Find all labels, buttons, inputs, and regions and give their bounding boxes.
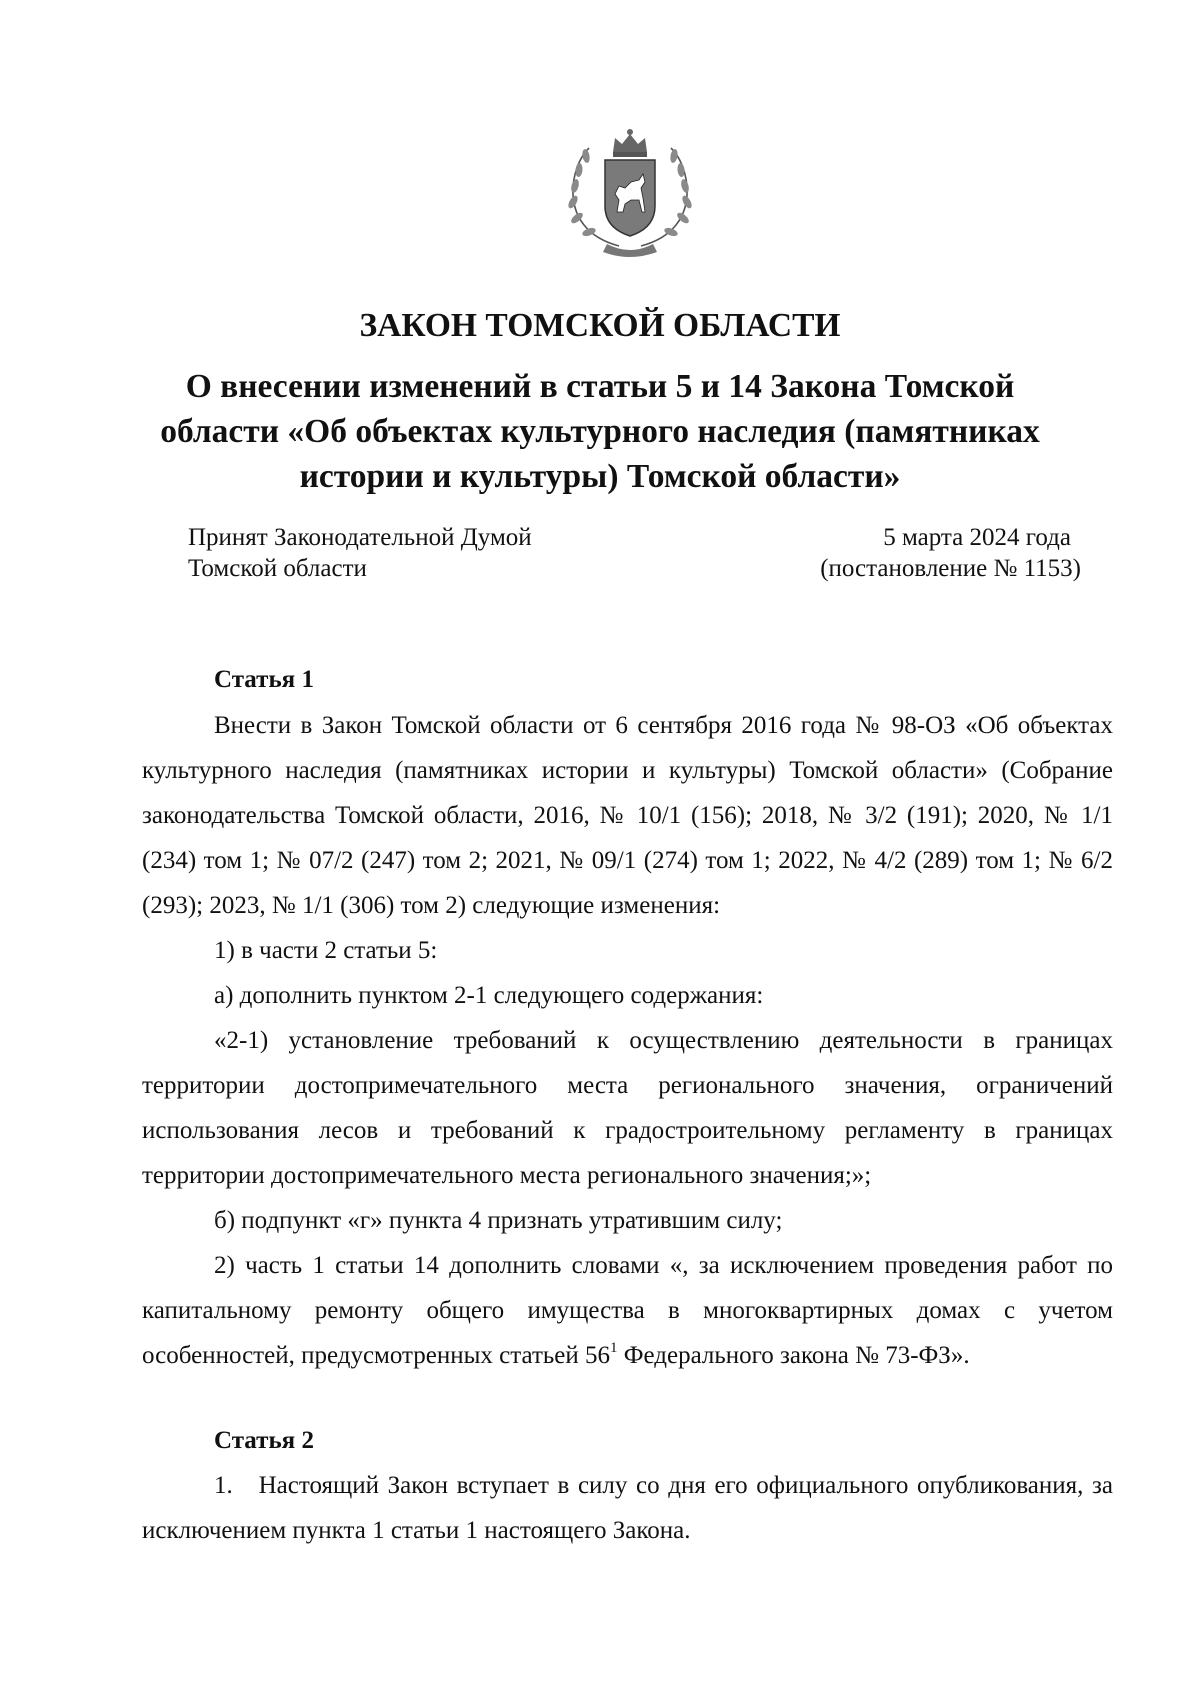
article-1-item-2-superscript: 1 [610,1340,618,1356]
article-1-item-2-text: 2) часть 1 статьи 14 дополнить словами «, за исключением проведения работ по капитальному ремонту общего имущества в многоквартирных домах с учетом особенностей, предусмотренных статьей 56 [142,1252,1113,1369]
article-2-heading: Статья 2 [214,1427,314,1454]
article-1-intro: Внести в Закон Томской области от 6 сентября 2016 года № 98-ОЗ «Об объектах культурного наследия (памятниках истории и культуры) Томской области» (Собрание законодательства Томской области, 2016, № 10/1 (156); 2018, № 3/2 (191); 2020, № 1/1 (234) том 1; № 07/2 (247) том 2; 2021, № 09/1 (274) том 1; 2022, № 4/2 (289) том 1; № 6/2 (293); 2023, № 1/1 (306) том 2) следующие изменения: [142,712,1113,919]
article-1-heading: Статья 1 [214,666,314,693]
law-subtitle: О внесении изменений в статьи 5 и 14 Закона Томской области «Об объектах культурного наследия (памятниках истории и культуры) Томской области» [160,368,1040,495]
adoption-details [820,522,1081,584]
coat-of-arms-icon [559,128,701,260]
article-1-item-2-tail: Федерального закона № 73-ФЗ». [617,1342,970,1369]
law-title: ЗАКОН ТОМСКОЙ ОБЛАСТИ [359,307,841,344]
adopted-by-line2: Томской области [188,555,367,582]
resolution-number: (постановление № 1153) [820,555,1081,582]
adoption-date: 5 марта 2024 года [883,524,1071,551]
article-1-item-1b: б) подпункт «г» пункта 4 признать утратившим силу; [214,1207,783,1234]
adopted-by-line1: Принят Законодательной Думой [188,524,532,551]
article-1-item-2 [142,1243,1113,1378]
article-1-item-1: 1) в части 2 статьи 5: [214,937,438,964]
article-1-item-1a: а) дополнить пунктом 2-1 следующего содержания: [214,982,764,1009]
adopted-by [188,522,532,584]
article-2-item-1: 1. Настоящий Закон вступает в силу со дня его официального опубликования, за исключением пункта 1 статьи 1 настоящего Закона. [142,1472,1120,1544]
article-1-item-1a-text: «2-1) установление требований к осуществлению деятельности в границах территории достопримечательного места регионального значения, ограничений использования лесов и требований к градостроительному регламенту в границах территории достопримечательного места регионального значения;»; [142,1027,1113,1189]
